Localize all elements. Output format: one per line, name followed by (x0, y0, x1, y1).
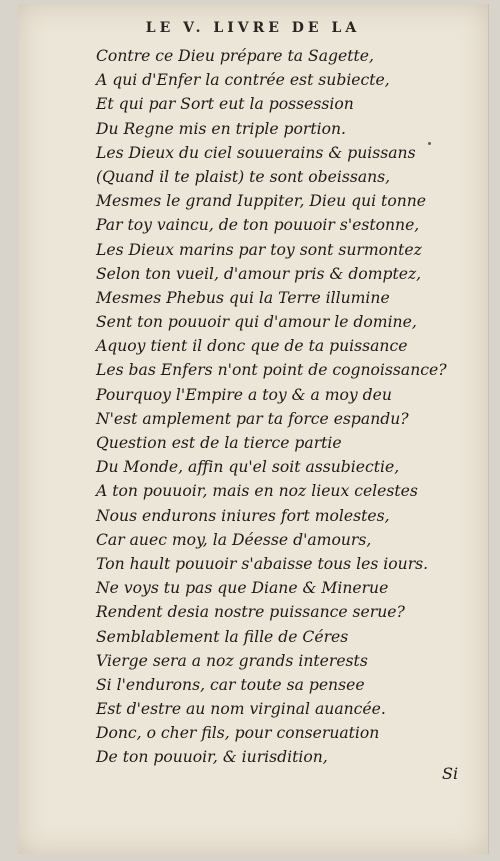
verse-line: Mesmes Phebus qui la Terre illumine (96, 288, 390, 307)
catchword: Si (442, 764, 459, 783)
ink-speck (428, 142, 431, 145)
verse-line: Du Regne mis en triple portion. (96, 119, 346, 138)
verse-line: Est d'estre au nom virginal auancée. (96, 700, 386, 719)
verse-line: N'est amplement par ta force espandu? (96, 409, 409, 428)
verse-line: Les bas Enfers n'ont point de cognoissance? (96, 361, 447, 380)
verse-line: Vierge sera a noz grands interests (96, 651, 368, 670)
running-head: LE V. LIVRE DE LA (145, 20, 361, 36)
verse-line: Les Dieux du ciel souuerains & puissans (96, 143, 416, 162)
verse-block (96, 44, 476, 770)
verse-line: Rendent desia nostre puissance serue? (96, 603, 405, 622)
verse-line: A ton pouuoir, mais en noz lieux celestes (96, 482, 418, 501)
verse-line: Sent ton pouuoir qui d'amour le domine, (96, 313, 417, 332)
verse-line: Ne voys tu pas que Diane & Minerue (96, 579, 389, 598)
verse-line: Et qui par Sort eut la possession (96, 95, 354, 114)
verse-line: Par toy vaincu, de ton pouuoir s'estonne, (96, 216, 420, 235)
verse-line: A qui d'Enfer la contrée est subiecte, (96, 71, 390, 90)
verse-line: Pourquoy l'Empire a toy & a moy deu (96, 385, 392, 404)
verse-line: Nous endurons iniures fort molestes, (96, 506, 390, 525)
verse-line: Les Dieux marins par toy sont surmontez (96, 240, 422, 259)
verse-line: Selon ton vueil, d'amour pris & domptez, (96, 264, 422, 283)
verse-line: Aquoy tient il donc que de ta puissance (96, 337, 408, 356)
verse-line: Ton hault pouuoir s'abaisse tous les iours. (96, 554, 429, 573)
verse-line: Si l'endurons, car toute sa pensee (96, 675, 365, 694)
book-page (18, 4, 489, 854)
verse-line: (Quand il te plaist) te sont obeissans, (96, 167, 391, 186)
verse-line: Contre ce Dieu prépare ta Sagette, (96, 47, 374, 65)
verse-line: Semblablement la fille de Céres (96, 627, 349, 646)
verse-line: Du Monde, affin qu'el soit assubiectie, (96, 458, 400, 477)
verse-line: Car auec moy, la Déesse d'amours, (96, 530, 372, 549)
verse-line: De ton pouuoir, & iurisdition, (96, 748, 328, 767)
verse-line: Question est de la tierce partie (96, 434, 342, 452)
verse-line: Mesmes le grand Iuppiter, Dieu qui tonne (96, 192, 427, 211)
verse-line: Donc, o cher fils, pour conseruation (96, 724, 380, 743)
